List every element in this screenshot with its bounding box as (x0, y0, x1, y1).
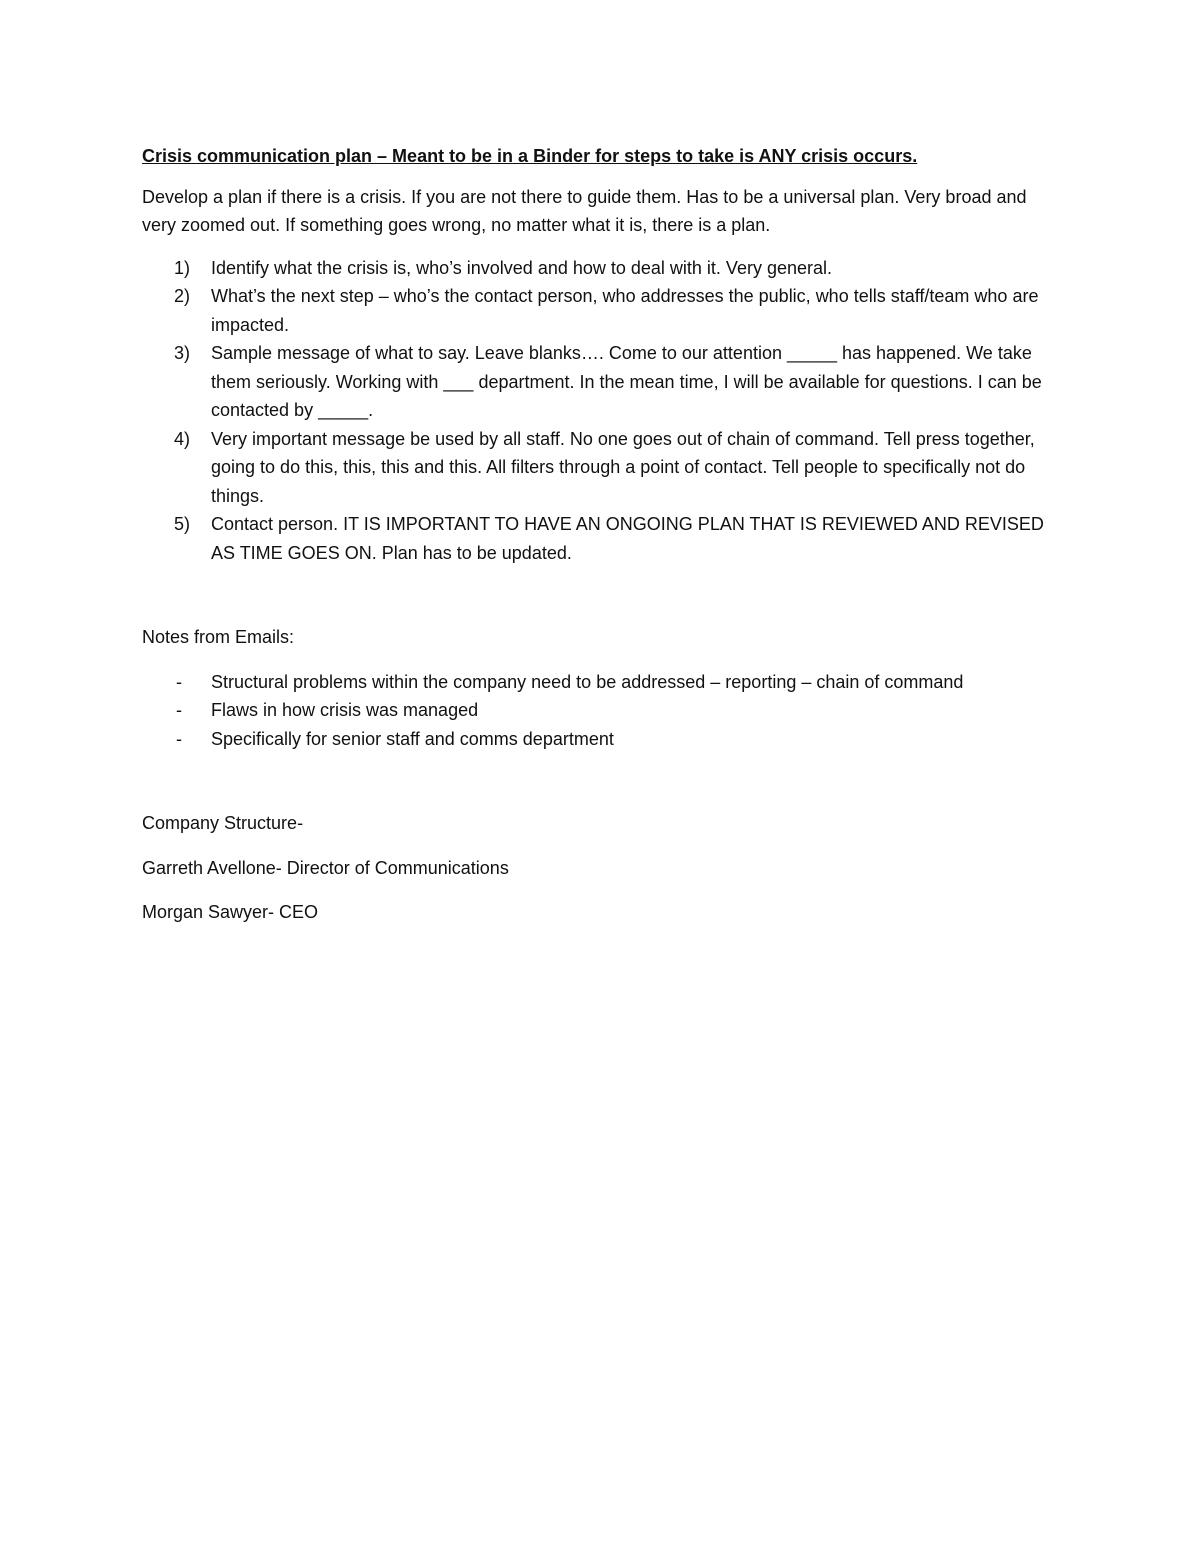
dash-marker: - (176, 728, 182, 749)
notes-heading: Notes from Emails: (142, 627, 295, 647)
person-entry: Garreth Avellone- Director of Communications (142, 857, 509, 878)
step-text: Contact person. IT IS IMPORTANT TO HAVE AN ONGOING PLAN THAT IS REVIEWED AND REVISED AS TIME GOES ON. Plan has to be updated. (211, 514, 1044, 563)
steps-list (142, 254, 1062, 568)
note-text: Structural problems within the company need to be addressed – reporting – chain of command (211, 671, 964, 692)
step-text: Very important message be used by all staff. No one goes out of chain of command. Tell press together, going to do this, this, this and this. All filters through a point of contact. Tell people to specifically not do things. (211, 428, 1035, 506)
list-item (142, 668, 1062, 697)
step-text: What’s the next step – who’s the contact person, who addresses the public, who tells staff/team who are impacted. (211, 286, 1039, 335)
note-text: Specifically for senior staff and comms department (211, 728, 614, 749)
list-item (142, 510, 1062, 567)
step-number: 3) (174, 343, 191, 363)
step-number: 2) (174, 286, 191, 306)
step-number: 1) (174, 257, 191, 278)
intro-paragraph: Develop a plan if there is a crisis. If you are not there to guide them. Has to be a universal plan. Very broad and very zoomed out. If something goes wrong, no matter what it is, there is a plan. (142, 186, 1027, 235)
dash-marker: - (176, 671, 182, 692)
note-text: Flaws in how crisis was managed (211, 700, 479, 720)
spacer (142, 753, 1062, 809)
structure-heading: Company Structure- (142, 813, 304, 833)
dash-marker: - (176, 700, 182, 720)
step-text: Identify what the crisis is, who’s involved and how to deal with it. Very general. (211, 257, 832, 278)
spacer (142, 567, 1062, 623)
step-number: 5) (174, 514, 191, 534)
step-text: Sample message of what to say. Leave blanks…. Come to our attention _____ has happened. We take them seriously. Working with ___ department. In the mean time, I will be available for questions. I can be contacted by _____. (211, 343, 1042, 420)
list-item (142, 725, 1062, 754)
spacer (142, 652, 1062, 668)
list-item (142, 339, 1062, 425)
list-item (142, 254, 1062, 283)
list-item (142, 425, 1062, 511)
list-item (142, 696, 1062, 725)
document-body (142, 142, 1062, 943)
person-entry: Morgan Sawyer- CEO (142, 902, 319, 922)
step-number: 4) (174, 428, 191, 449)
notes-list (142, 668, 1062, 754)
document-title: Crisis communication plan – Meant to be in a Binder for steps to take is ANY crisis occurs. (142, 146, 918, 166)
list-item (142, 282, 1062, 339)
